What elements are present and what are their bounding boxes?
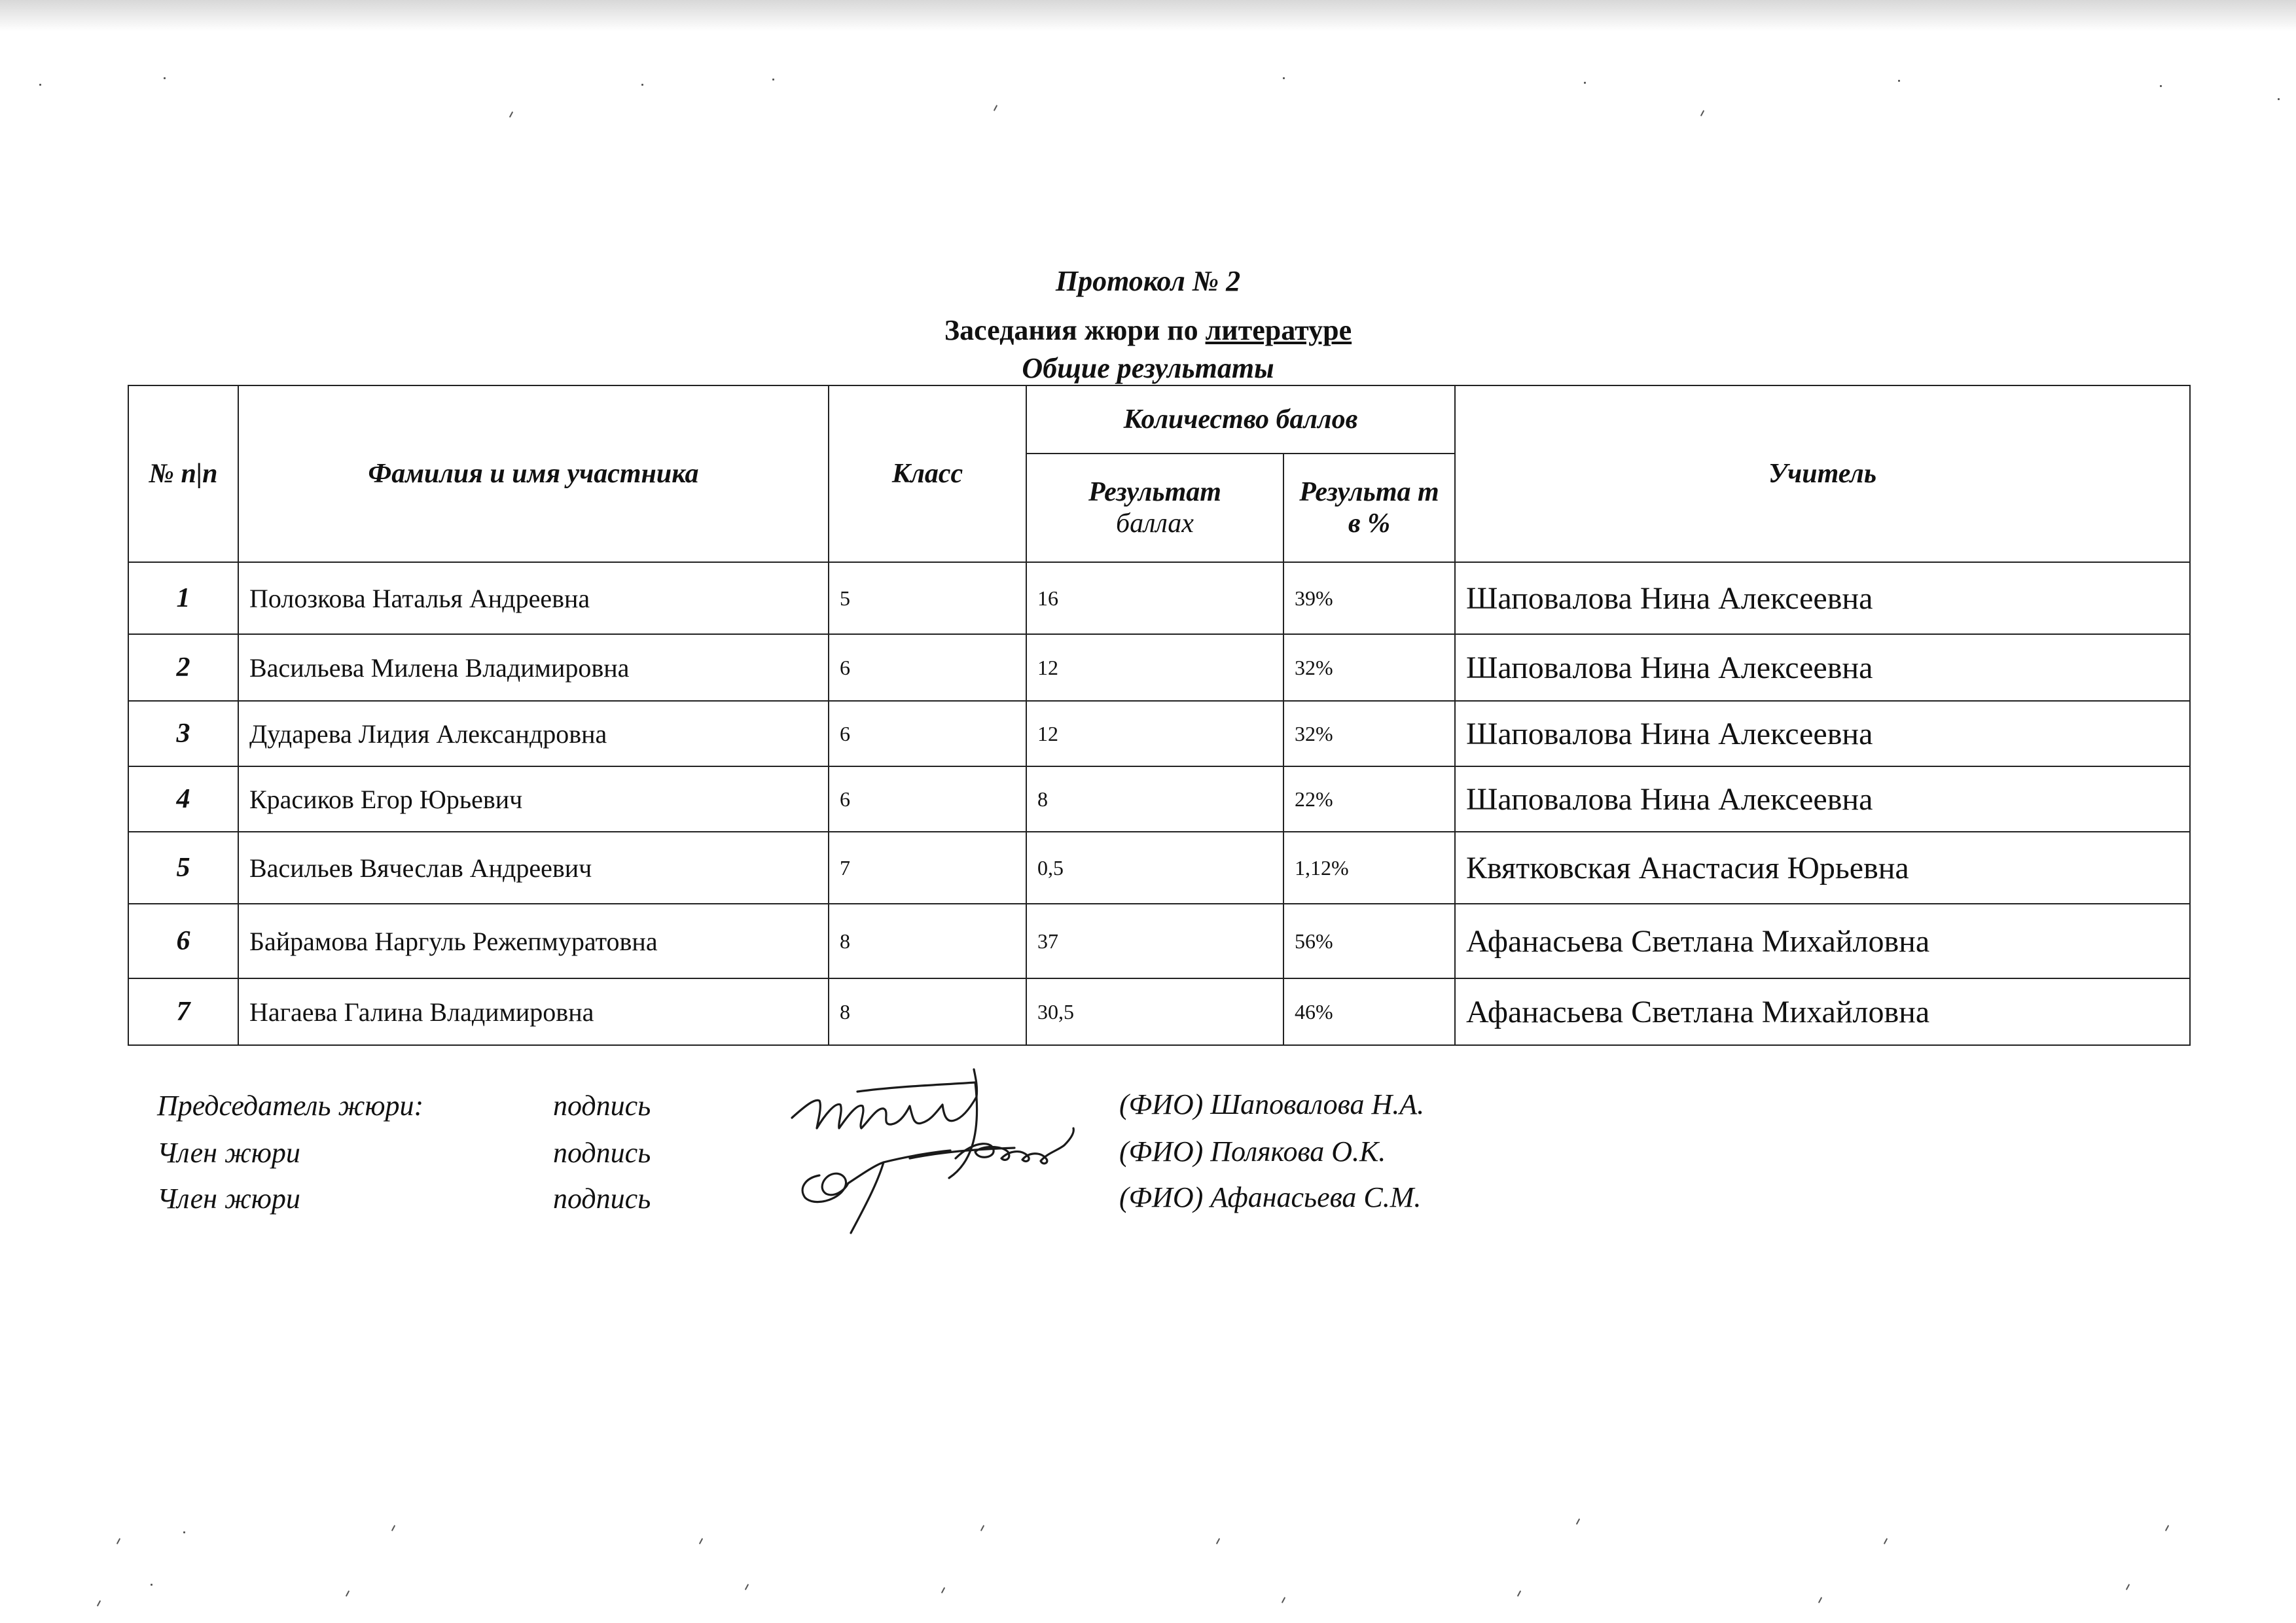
cell-class: 5 [829,562,1026,634]
cell-percent: 1,12% [1283,832,1455,904]
subtitle-prefix: Заседания жюри по [944,314,1206,346]
cell-class: 6 [829,701,1026,766]
cell-name: Дударева Лидия Александровна [238,701,829,766]
cell-teacher: Шаповалова Нина Алексеевна [1455,634,2190,701]
cell-teacher: Афанасьева Светлана Михайловна [1455,904,2190,978]
cell-percent: 39% [1283,562,1455,634]
cell-percent: 32% [1283,701,1455,766]
cell-points: 16 [1026,562,1283,634]
cell-teacher: Квятковская Анастасия Юрьевна [1455,832,2190,904]
cell-name: Васильева Милена Владимировна [238,634,829,701]
header-class: Класс [829,385,1026,562]
cell-num: 5 [128,832,238,904]
subtitle-subject: литературе [1205,314,1352,346]
cell-points: 37 [1026,904,1283,978]
cell-name: Байрамова Наргуль Режепмуратовна [238,904,829,978]
header-name: Фамилия и имя участника [238,385,829,562]
header-score-points-main: Результат [1088,477,1221,507]
cell-teacher: Шаповалова Нина Алексеевна [1455,701,2190,766]
signature-role-member-2: Член жюри [157,1183,300,1215]
cell-num: 6 [128,904,238,978]
cell-teacher: Шаповалова Нина Алексеевна [1455,766,2190,832]
cell-name: Васильев Вячеслав Андреевич [238,832,829,904]
results-table [128,385,2191,1046]
table-row [128,832,2190,904]
cell-points: 0,5 [1026,832,1283,904]
cell-points: 30,5 [1026,978,1283,1045]
signature-member-1-scribble [956,1128,1073,1164]
signature-fio-member-1: (ФИО) Полякова О.К. [1119,1135,1386,1168]
header-score-group: Количество баллов [1026,385,1455,454]
signature-fio-member-2: (ФИО) Афанасьева С.М. [1119,1181,1422,1213]
document-subtitle-2: Общие результаты [1022,352,1274,384]
table-row [128,766,2190,832]
cell-class: 6 [829,634,1026,701]
cell-num: 4 [128,766,238,832]
handwritten-signatures [779,1060,1119,1237]
cell-class: 6 [829,766,1026,832]
cell-name: Нагаева Галина Владимировна [238,978,829,1045]
cell-class: 7 [829,832,1026,904]
cell-points: 12 [1026,701,1283,766]
cell-percent: 46% [1283,978,1455,1045]
cell-name: Красиков Егор Юрьевич [238,766,829,832]
signature-chair-scribble [792,1069,977,1128]
signature-role-chair: Председатель жюри: [157,1090,424,1122]
table-row [128,562,2190,634]
cell-num: 3 [128,701,238,766]
cell-teacher: Шаповалова Нина Алексеевна [1455,562,2190,634]
scan-top-shadow [0,0,2296,31]
header-score-percent: Результа т в % [1283,454,1455,562]
header-teacher: Учитель [1455,385,2190,562]
cell-num: 1 [128,562,238,634]
table-row [128,904,2190,978]
signature-label-member-1: подпись [553,1137,651,1169]
signature-fio-chair: (ФИО) Шаповалова Н.А. [1119,1088,1425,1120]
cell-name: Полозкова Наталья Андреевна [238,562,829,634]
table-row [128,634,2190,701]
document-title: Протокол № 2 [1055,265,1241,297]
header-score-points-note: баллах [1116,508,1194,539]
cell-class: 8 [829,904,1026,978]
signature-label-chair: подпись [553,1090,651,1122]
signature-role-member-1: Член жюри [157,1137,300,1169]
signature-label-member-2: подпись [553,1183,651,1215]
cell-points: 8 [1026,766,1283,832]
cell-num: 2 [128,634,238,701]
table-row [128,978,2190,1045]
cell-points: 12 [1026,634,1283,701]
signature-member-2-scribble [802,1173,848,1202]
cell-percent: 22% [1283,766,1455,832]
cell-teacher: Афанасьева Светлана Михайловна [1455,978,2190,1045]
cell-percent: 32% [1283,634,1455,701]
header-num: № п|п [128,385,238,562]
cell-num: 7 [128,978,238,1045]
cell-percent: 56% [1283,904,1455,978]
cell-class: 8 [829,978,1026,1045]
header-score-points [1026,454,1283,562]
document-subtitle [0,315,2296,346]
table-row [128,701,2190,766]
